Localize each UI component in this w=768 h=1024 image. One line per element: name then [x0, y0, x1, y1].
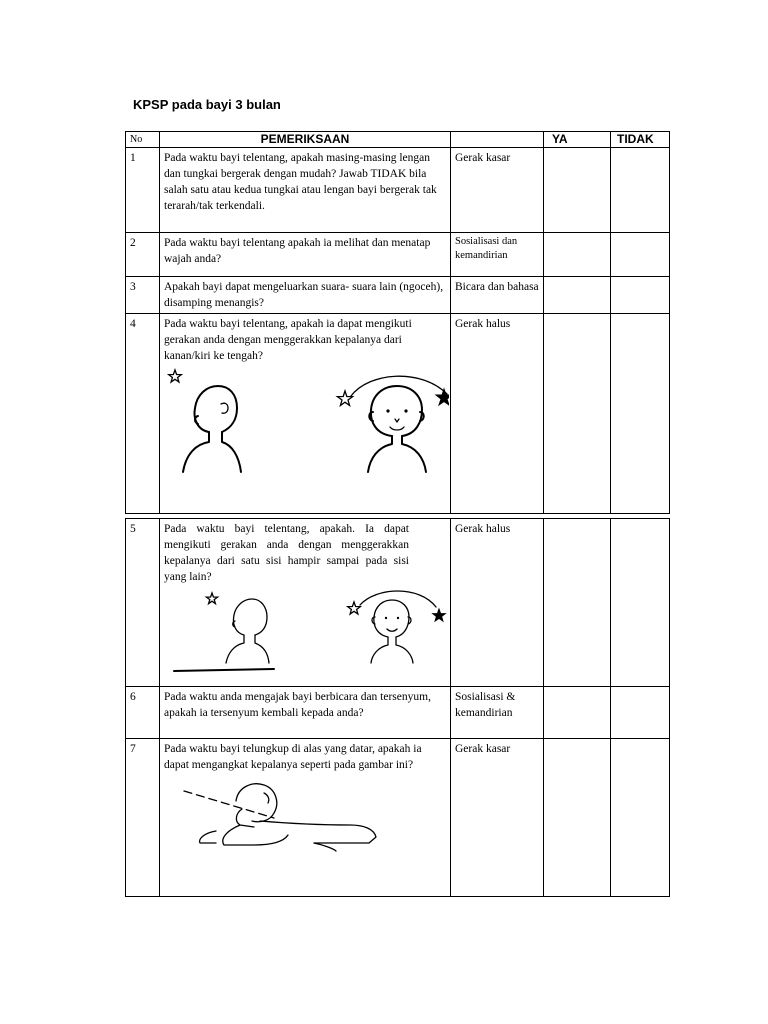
tidak-answer-cell[interactable] — [611, 314, 670, 514]
row-number: 2 — [126, 233, 160, 277]
row-question-cell — [160, 739, 451, 897]
arc-arrow-icon — [360, 591, 436, 607]
baby-head-side-icon — [226, 599, 269, 663]
table-row-6 — [126, 687, 670, 739]
row-aspect: Gerak kasar — [451, 739, 544, 897]
header-aspek — [451, 132, 544, 148]
baby-head-front-icon — [368, 386, 426, 472]
row-question: Pada waktu bayi telentang, apakah ia dapat mengikuti gerakan anda dengan menggerakkan kepalanya dari kanan/kiri ke tengah? — [164, 318, 412, 362]
row-question: Pada waktu bayi telentang, apakah masing-masing lengan dan tungkai bergerak dengan mudah? Jawab TIDAK bila salah satu atau kedua tungkai atau lengan bayi bergerak tak terarah/tak terkendali. — [160, 148, 451, 233]
tidak-answer-cell[interactable] — [611, 519, 670, 687]
tidak-answer-cell[interactable] — [611, 233, 670, 277]
ya-answer-cell[interactable] — [544, 277, 611, 314]
row-aspect: Sosialisasi & kemandirian — [451, 687, 544, 739]
star-icon — [206, 593, 217, 604]
head-turn-illustration — [164, 364, 449, 489]
star-icon — [348, 602, 361, 614]
star-icon — [337, 391, 352, 406]
header-ya: YA — [544, 132, 611, 148]
ya-answer-cell[interactable] — [544, 739, 611, 897]
row-aspect: Gerak kasar — [451, 148, 544, 233]
star-filled-icon — [433, 609, 446, 621]
base-line — [174, 669, 274, 671]
table-row-4 — [126, 314, 670, 514]
header-tidak: TIDAK — [611, 132, 670, 148]
ya-answer-cell[interactable] — [544, 314, 611, 514]
header-pemeriksaan: PEMERIKSAAN — [160, 132, 451, 148]
head-turn-illustration — [164, 585, 449, 675]
table-row-7 — [126, 739, 670, 897]
tidak-answer-cell[interactable] — [611, 687, 670, 739]
row-question: Pada waktu bayi telentang, apakah. Ia dapat mengikuti gerakan anda dengan menggerakkan kepalanya dari satu sisi hampir sampai pada sisi yang lain? — [164, 523, 409, 583]
page-title: KPSP pada bayi 3 bulan — [133, 97, 281, 112]
table-row-3 — [126, 277, 670, 314]
row-number: 4 — [126, 314, 160, 514]
ya-answer-cell[interactable] — [544, 233, 611, 277]
row-aspect: Sosialisasi dan kemandirian — [451, 233, 544, 277]
row-number: 7 — [126, 739, 160, 897]
table-row-5 — [126, 519, 670, 687]
dashed-guide-line — [184, 791, 274, 818]
row-number: 1 — [126, 148, 160, 233]
star-icon — [169, 370, 182, 382]
row-number: 3 — [126, 277, 160, 314]
row-question-cell — [160, 314, 451, 514]
row-aspect: Gerak halus — [451, 314, 544, 514]
star-filled-icon — [436, 389, 449, 405]
row-question: Pada waktu bayi telentang apakah ia melihat dan menatap wajah anda? — [160, 233, 451, 277]
table-header-row — [126, 132, 670, 148]
ya-answer-cell[interactable] — [544, 519, 611, 687]
row-aspect: Bicara dan bahasa — [451, 277, 544, 314]
kpsp-table-part-2 — [125, 518, 670, 897]
row-number: 6 — [126, 687, 160, 739]
header-no: No — [126, 132, 160, 148]
tidak-answer-cell[interactable] — [611, 277, 670, 314]
baby-prone-lifting-head-illustration — [164, 773, 449, 868]
baby-prone-icon — [200, 784, 376, 851]
row-number: 5 — [126, 519, 160, 687]
kpsp-table-part-1 — [125, 131, 670, 514]
table-row-2 — [126, 233, 670, 277]
row-question: Pada waktu bayi telungkup di alas yang datar, apakah ia dapat mengangkat kepalanya seperti pada gambar ini? — [164, 743, 422, 771]
tidak-answer-cell[interactable] — [611, 148, 670, 233]
ya-answer-cell[interactable] — [544, 148, 611, 233]
row-question: Apakah bayi dapat mengeluarkan suara- suara lain (ngoceh), disamping menangis? — [160, 277, 451, 314]
table-row-1 — [126, 148, 670, 233]
baby-head-side-icon — [183, 386, 241, 472]
row-question: Pada waktu anda mengajak bayi berbicara dan tersenyum, apakah ia tersenyum kembali kepada anda? — [160, 687, 451, 739]
row-aspect: Gerak halus — [451, 519, 544, 687]
baby-head-front-icon — [371, 600, 413, 663]
row-question-cell — [160, 519, 451, 687]
ya-answer-cell[interactable] — [544, 687, 611, 739]
tidak-answer-cell[interactable] — [611, 739, 670, 897]
